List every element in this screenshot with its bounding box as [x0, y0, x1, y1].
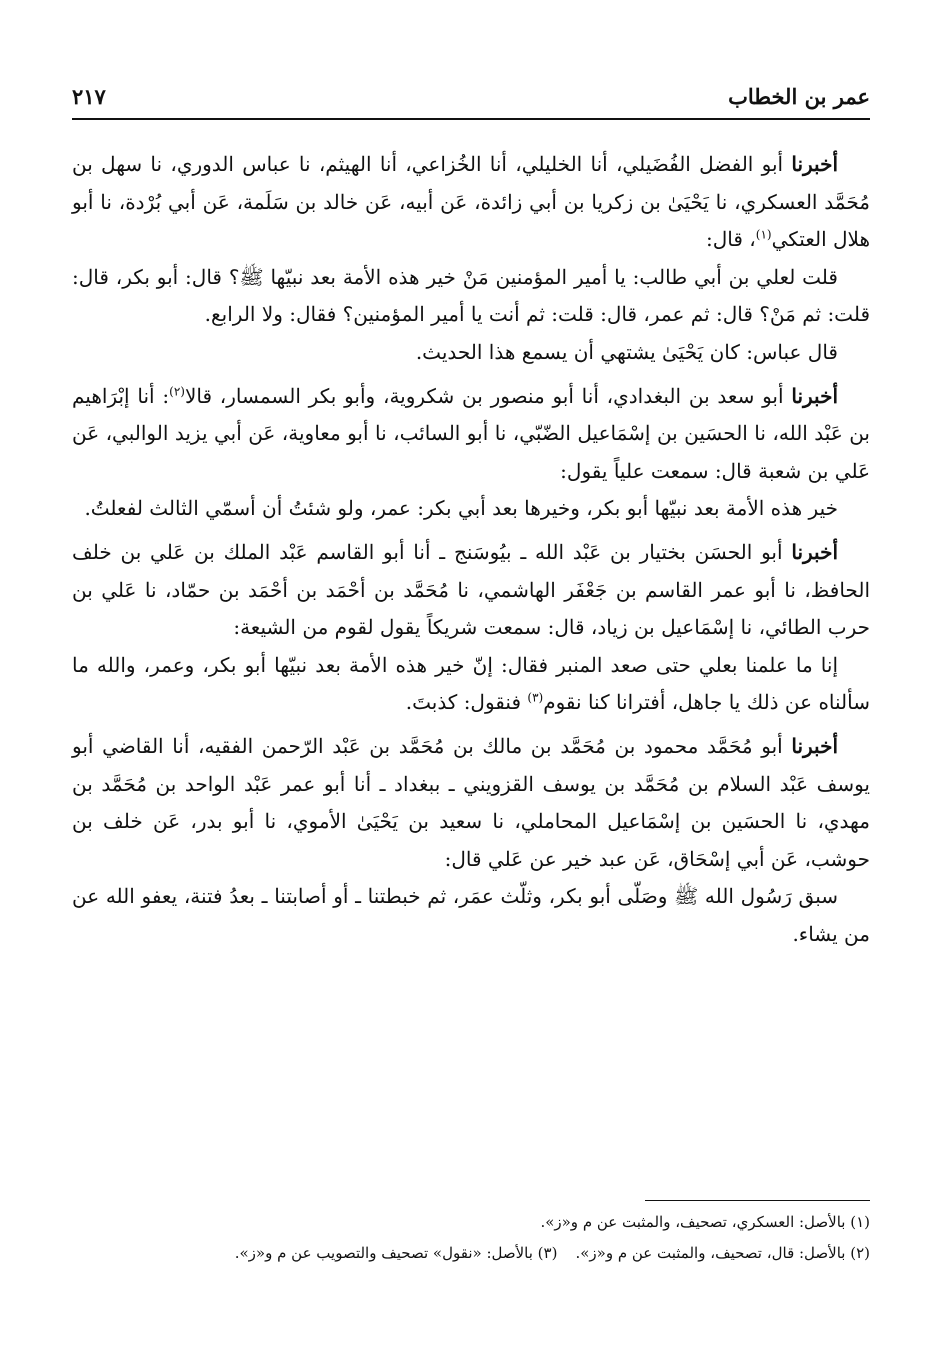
- paragraph: [72, 878, 870, 953]
- page-header: [72, 80, 870, 120]
- paragraph: [72, 534, 870, 647]
- lead-word: أخبرنا: [791, 152, 839, 176]
- paragraph-text: أبو سعد بن البغدادي، أنا أبو منصور بن شكروية، وأبو بكر السمسار، قالا: [184, 383, 792, 408]
- paragraph-text: قلت لعلي بن أبي طالب: يا أمير المؤمنين مَنْ خير هذه الأمة بعد نبيّها ﷺ؟ قال: أبو بكر، قال: قلت: ثم مَنْ؟ قال: ثم عمر، قال: قلت: ثم أنت يا أمير المؤمنين؟ فقال: ولا الرابع.: [72, 264, 870, 327]
- footnote-2: (٢) بالأصل: قال، تصحيف، والمثبت عن م و«ز».: [575, 1244, 870, 1262]
- paragraph: [72, 146, 870, 259]
- lead-word: أخبرنا: [791, 733, 838, 758]
- footnote-3: (٣) بالأصل: «نقول» تصحيف والتصويب عن م و«ز».: [234, 1244, 558, 1262]
- paragraph-text: إنا ما علمنا بعلي حتى صعد المنبر فقال: إنّ خير هذه الأمة بعد نبيّها أبو بكر، وعمر، والله ما سألناه عن ذلك يا جاهل، أفترانا كنا نقوم: [72, 652, 870, 715]
- lead-word: أخبرنا: [791, 539, 838, 564]
- paragraph: [72, 378, 870, 491]
- paragraph-text: أبو الحسَن بختيار بن عَبْد الله ـ بيُوسَنج ـ أنا أبو القاسم عَبْد الملك بن عَلي بن خلف الحافظ، نا أبو عمر القاسم بن جَعْفَر الهاشمي، نا مُحَمَّد بن أحْمَد بن أحْمَد بن حمّاد، نا عَلي بن حرب الطائي، نا إسْمَاعيل بن زياد، قال: سمعت شريكاً يقول لقوم من الشيعة:: [72, 539, 870, 640]
- paragraph: [72, 490, 870, 528]
- lead-word: أخبرنا: [791, 383, 838, 408]
- main-text: [72, 140, 870, 953]
- footnote-1: (١) بالأصل: العسكري، تصحيف، والمثبت عن م و«ز».: [540, 1213, 870, 1231]
- footnote-marker: (٣): [527, 690, 544, 705]
- paragraph: [72, 334, 870, 372]
- running-title: عمر بن الخطاب: [728, 84, 870, 109]
- paragraph-text: سبق رَسُول الله ﷺ وصَلّى أبو بكر، وثلّث عمَر، ثم خبطتنا ـ أو أصابتنا ـ بعدُ فتنة، يعفو الله عن من يشاء.: [72, 884, 870, 946]
- paragraph-text: قال عباس: كان يَحْيَىٰ يشتهي أن يسمع هذا الحديث.: [415, 339, 838, 364]
- paragraph: [72, 728, 870, 878]
- footnote-line-2: [72, 1238, 870, 1269]
- footnote-marker: (١): [755, 227, 772, 242]
- paragraph-text: أبو مُحَمَّد محمود بن مُحَمَّد بن مالك بن مُحَمَّد بن عَبْد الرّحمن الفقيه، أنا القاضي أبو يوسف عَبْد السلام بن مُحَمَّد بن يوسف القزويني ـ ببغداد ـ أنا أبو عمر عَبْد الواحد بن مُحَمَّد بن مهدي، نا الحسَين بن إسْمَاعيل المحاملي، نا سعيد بن يَحْيَىٰ الأموي، نا أبو بدر، عَن خلف بن حوشب، عَن أبي إسْحَاق، عَن عبد خير عن عَلي قال:: [72, 733, 870, 871]
- paragraph-text: خير هذه الأمة بعد نبيّها أبو بكر، وخيرها بعد أبي بكر: عمر، ولو شئتُ أن أسمّي الثالث لفعلتُ.: [84, 496, 838, 521]
- paragraph-text-after: : أنا إبْرَاهيم بن عَبْد الله، نا الحسَين بن إسْمَاعيل الضّبّي، نا أبو السائب، نا أبو معاوية، عَن أبي يزيد الوالبي، عَن عَلي بن شعبة قال: سمعت علياً يقول:: [72, 383, 870, 483]
- paragraph-text-after: فنقول: كذبتَ.: [405, 690, 528, 715]
- footnote-marker: (٢): [169, 383, 185, 398]
- footnote-divider: [645, 1200, 870, 1201]
- paragraph-text-after: ، قال:: [706, 227, 756, 252]
- paragraph: [72, 647, 870, 722]
- paragraph: [72, 259, 870, 334]
- paragraph-text: أبو الفضل الفُضَيلي، أنا الخليلي، أنا الخُزاعي، أنا الهيثم، نا عباس الدوري، نا سهل بن مُحَمَّد العسكري، نا يَحْيَىٰ بن زكريا بن أبي زائدة، عَن أبيه، عَن خالد بن سَلَمة، عَن أبي بُرْدة، نا أبو هلال العتكي: [72, 152, 870, 252]
- footnotes: [72, 1200, 870, 1269]
- page-number: ٢١٧: [72, 84, 106, 109]
